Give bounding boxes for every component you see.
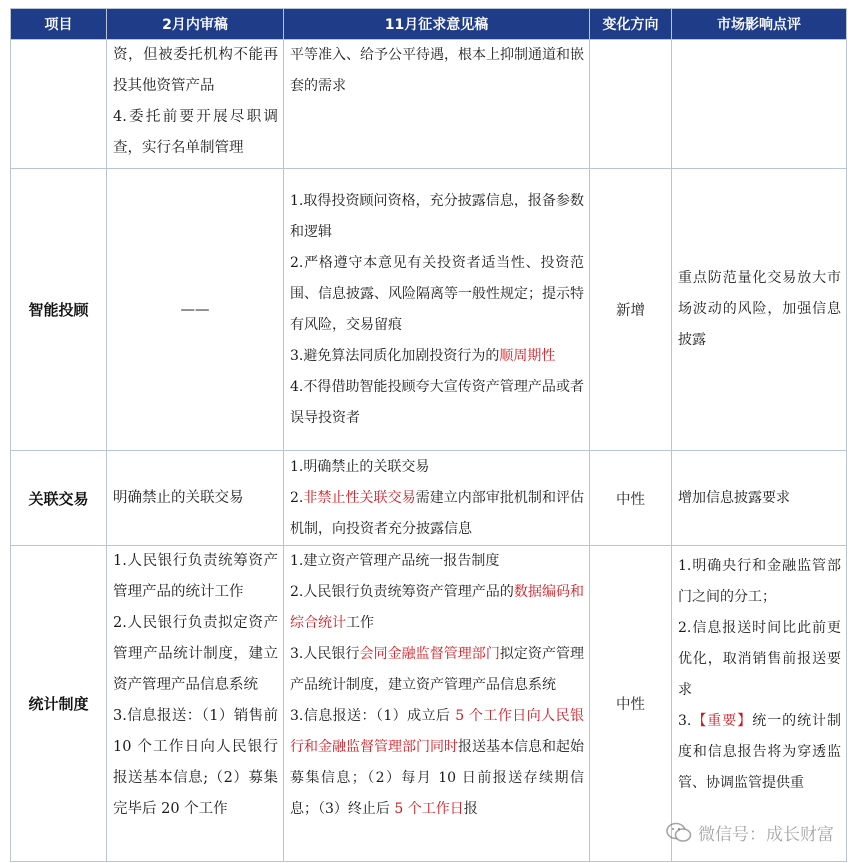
item-name (11, 40, 107, 169)
feb-draft-text (107, 546, 283, 825)
feb-draft-item: 3.信息报送：（1）销售前 10 个工作日向人民银行报送基本信息;（2）募集完毕后 20 个工作 (113, 708, 278, 817)
text-segment: 工作 (346, 615, 374, 631)
table-row (11, 169, 847, 451)
header-direction: 变化方向 (590, 9, 672, 40)
feb-draft-text (107, 40, 283, 164)
feb-draft-item: 1.人民银行负责统筹资产管理产品的统计工作 (113, 553, 278, 600)
empty-dash: —— (180, 301, 210, 318)
text-segment: 2.人民银行负责统筹资产管理产品的 (290, 584, 514, 600)
feb-draft-cell (107, 546, 284, 862)
text-segment: 3.避免算法同质化加剧投资行为的 (290, 347, 500, 364)
nov-draft-text (284, 546, 589, 825)
text-segment: 拟定资产管理产品统计制度，建立资产管理产品信息系统 (290, 646, 585, 693)
nov-draft-cell (284, 40, 590, 169)
table-row (11, 40, 847, 169)
nov-draft-item (290, 577, 584, 639)
text-segment: 2.严格遵守本意见有关投资者适当性、投资范围、信息披露、风险隔离等一般性规定；提示特有风险，交易留痕 (290, 254, 584, 333)
nov-draft-item (290, 701, 584, 825)
text-segment: 2.信息报送时间比此前更优化，取消销售前报送要求 (678, 620, 841, 698)
change-direction: 中性 (590, 546, 672, 862)
feb-draft-item: 4.委托前要开展尽职调查，实行名单制管理 (113, 109, 278, 156)
market-comment-text (672, 546, 846, 799)
nov-draft-item (290, 452, 584, 483)
nov-draft-cell (284, 451, 590, 546)
nov-draft-item (290, 372, 584, 434)
nov-draft-text (284, 452, 589, 545)
table-row (11, 451, 847, 546)
text-segment: 3.信息报送：（1）成立后 (290, 708, 456, 724)
feb-draft-cell (107, 169, 284, 451)
change-direction (590, 40, 672, 169)
text-segment: 1.建立资产管理产品统一报告制度 (290, 553, 500, 569)
nov-draft-text (284, 186, 589, 434)
nov-draft-item (290, 248, 584, 341)
market-comment-text: 重点防范量化交易放大市场波动的风险，加强信息披露 (678, 270, 841, 348)
market-comment-cell (672, 451, 847, 546)
market-comment-text: 增加信息披露要求 (678, 489, 790, 506)
text-segment: 3. (678, 713, 692, 729)
wechat-icon (666, 822, 692, 844)
comparison-table (10, 8, 847, 862)
feb-draft-item: 明确禁止的关联交易 (113, 489, 244, 506)
text-segment: 1.明确禁止的关联交易 (290, 458, 430, 475)
nov-draft-item (290, 639, 584, 701)
text-segment: 报 (463, 801, 478, 817)
change-direction: 新增 (590, 169, 672, 451)
text-segment: 统一的统计制度和信息报告将为穿透监管、协调监管提供重 (678, 713, 842, 791)
nov-draft-item (290, 341, 584, 372)
nov-draft-text (284, 40, 589, 102)
highlight-text: 5 个工作日 (394, 801, 464, 817)
comment-item (678, 706, 841, 799)
nov-draft-item (290, 186, 584, 248)
header-item: 项目 (11, 9, 107, 40)
item-name: 关联交易 (11, 451, 107, 546)
feb-draft-cell (107, 451, 284, 546)
header-feb-draft: 2月内审稿 (107, 9, 284, 40)
nov-draft-item (290, 483, 584, 545)
change-direction: 中性 (590, 451, 672, 546)
market-comment-cell (672, 169, 847, 451)
nov-draft-cell (284, 169, 590, 451)
header-row (11, 9, 847, 40)
market-comment-cell (672, 546, 847, 862)
text-segment: 1.取得投资顾问资格，充分披露信息，报备参数和逻辑 (290, 192, 584, 240)
text-segment: 报送基本信息和起始募集信息；（2）每月 10 日前报送存续期信息；（3）终止后 (290, 739, 584, 817)
highlight-text: 顺周期性 (499, 347, 556, 364)
comment-item (678, 551, 841, 613)
nov-draft-cell (284, 546, 590, 862)
watermark (666, 820, 834, 845)
header-comment: 市场影响点评 (672, 9, 847, 40)
highlight-text: 数据编码和综合统计 (290, 584, 585, 631)
highlight-text: 5 个工作日向人民银行和金融监督管理部门同时 (290, 708, 585, 755)
item-name: 智能投顾 (11, 169, 107, 451)
feb-draft-text (107, 483, 283, 514)
comment-item (678, 613, 841, 706)
text-segment: 4.不得借助智能投顾夸大宣传资产管理产品或者误导投资者 (290, 378, 584, 426)
text-segment: 2. (290, 489, 304, 506)
text-segment: 3.人民银行 (290, 646, 360, 662)
market-comment-cell (672, 40, 847, 169)
highlight-text: 【重要】 (691, 713, 753, 729)
text-segment: 平等准入、给予公平待遇，根本上抑制通道和嵌套的需求 (290, 47, 584, 94)
item-name: 统计制度 (11, 546, 107, 862)
watermark-text: 微信号：成长财富 (698, 825, 834, 845)
table-row (11, 546, 847, 862)
nov-draft-item (290, 40, 584, 102)
header-nov-draft: 11月征求意见稿 (284, 9, 590, 40)
feb-draft-item: 2.人民银行负责拟定资产管理产品统计制度，建立资产管理产品信息系统 (113, 615, 278, 693)
highlight-text: 会同金融监督管理部门 (359, 646, 500, 662)
highlight-text: 非禁止性关联交易 (303, 489, 416, 506)
feb-draft-cell (107, 40, 284, 169)
text-segment: 需建立内部审批机制和评估机制，向投资者充分披露信息 (290, 489, 585, 537)
nov-draft-item (290, 546, 584, 577)
feb-draft-item: 资，但被委托机构不能再投其他资管产品 (113, 47, 278, 94)
text-segment: 1.明确央行和金融监管部门之间的分工； (678, 558, 841, 605)
